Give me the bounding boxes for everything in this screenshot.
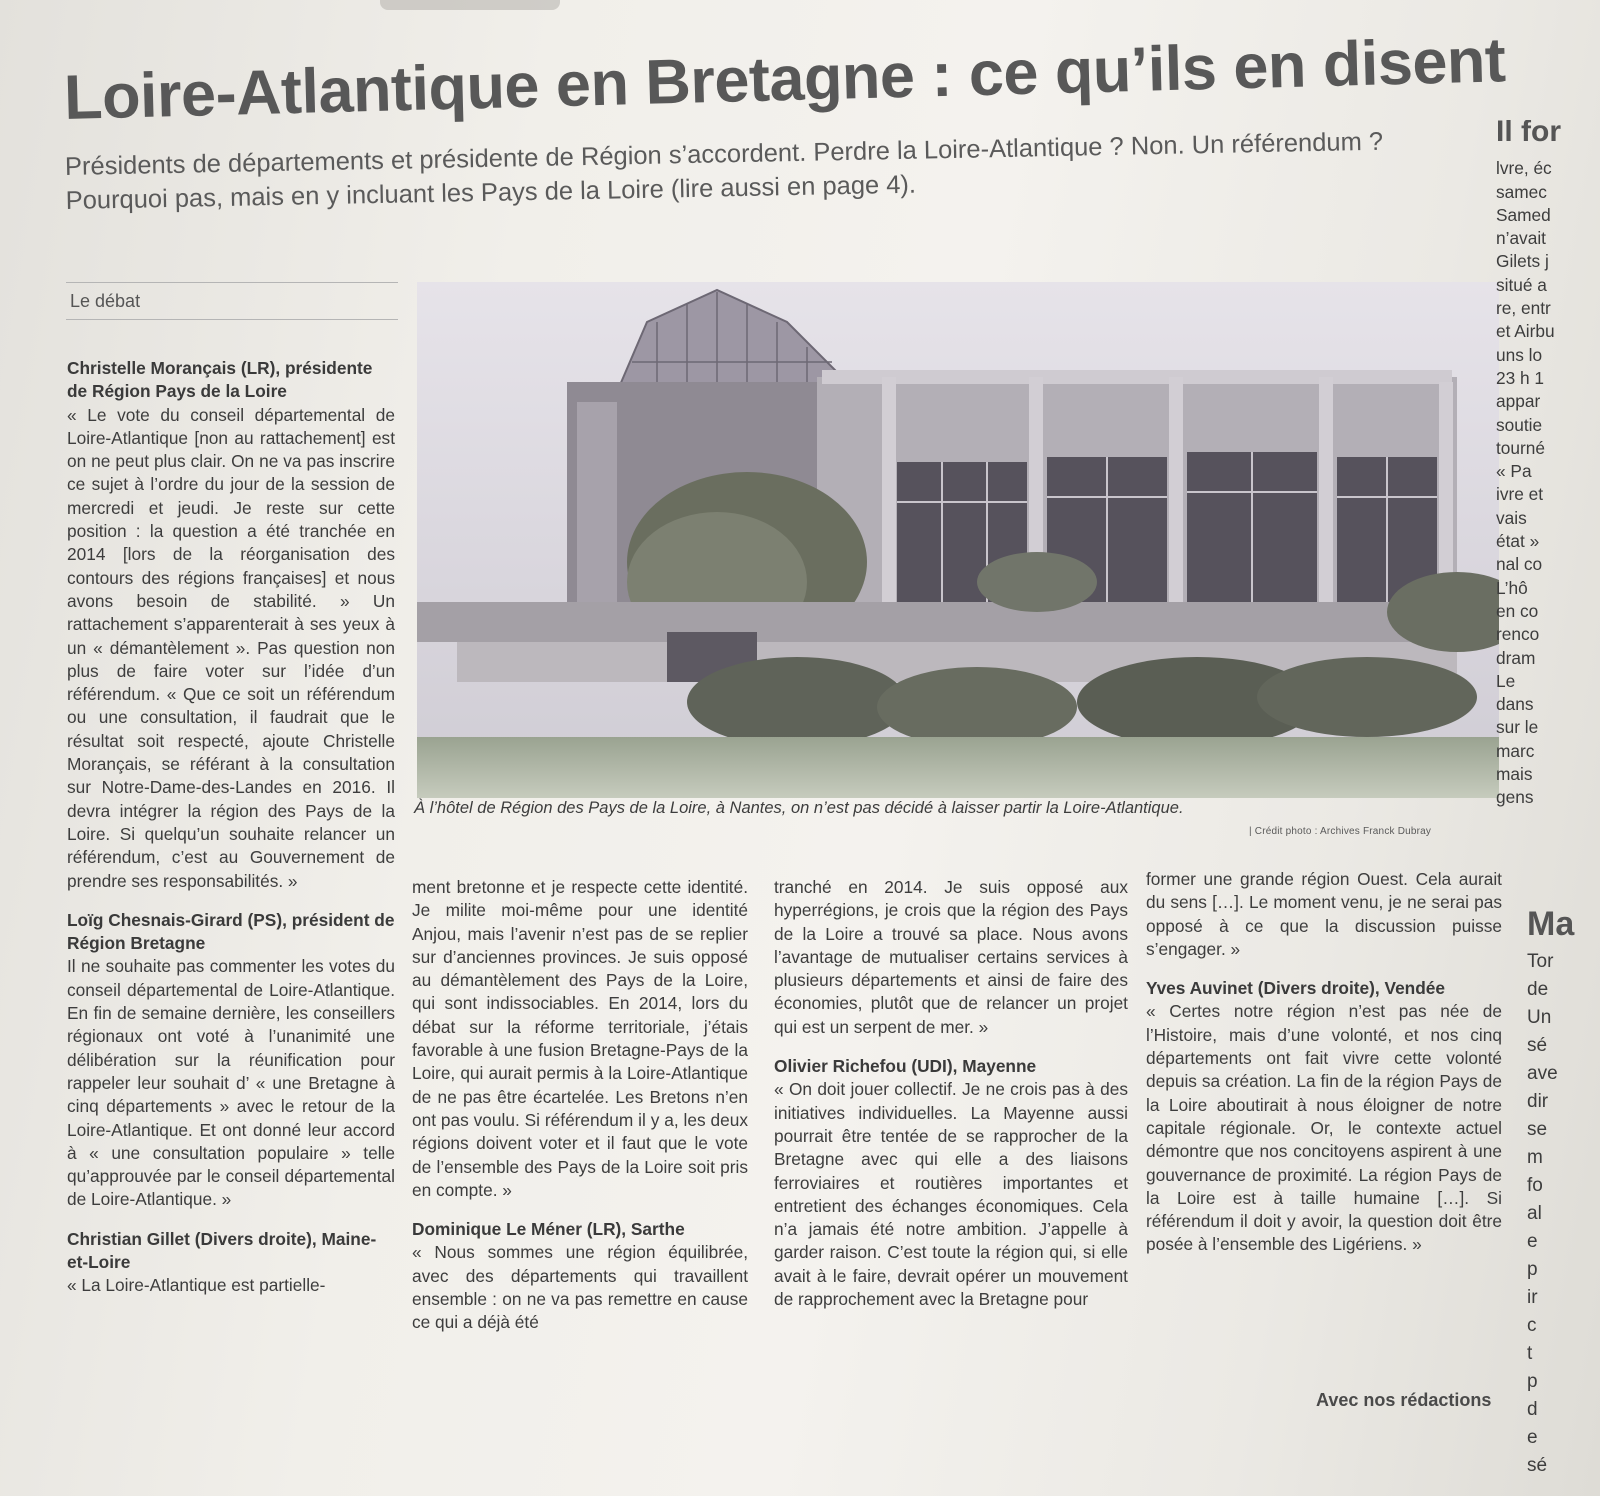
column-1 (67, 357, 395, 1298)
adjacent-article-line: ave (1527, 1063, 1558, 1084)
adjacent-article-line: situé a (1496, 274, 1547, 295)
article-photo (417, 282, 1499, 798)
article-signoff: Avec nos rédactions (1316, 1390, 1492, 1410)
adjacent-article-line: e (1527, 1231, 1538, 1252)
adjacent-article-2-text (1527, 948, 1600, 1480)
adjacent-article-line: fo (1527, 1175, 1543, 1196)
adjacent-article-line: m (1527, 1147, 1543, 1168)
speaker-name: Christian Gillet (Divers droite), Maine-et-Loire (67, 1228, 377, 1272)
adjacent-article-line: renco (1496, 624, 1540, 645)
adjacent-article-line: tourné (1496, 437, 1546, 458)
adjacent-article-line: gens (1496, 787, 1534, 808)
speaker-name: Olivier Richefou (UDI), Mayenne (774, 1056, 1037, 1077)
adjacent-article-2 (1527, 910, 1600, 1480)
adjacent-article-line: p (1527, 1371, 1538, 1392)
adjacent-article-line: « Pa (1496, 461, 1532, 482)
adjacent-article-line: c (1527, 1315, 1537, 1336)
adjacent-article-line: ivre et (1496, 484, 1544, 505)
speaker-quote: « On doit jouer collectif. Je ne crois pas à des initiatives individuelles. La Mayenne aussi pourrait être tentée de se rapprocher de la Bretagne avec qui elle a des liaisons ferroviaires et routières importantes et entretient des échanges économiques. Cela n’a jamais été notre ambition. J’appelle à garder raison. C’est toute la région qui, si elle avait à le faire, devrait opérer un mouvement de rapprochement avec la Bretagne pour (774, 1079, 1128, 1310)
adjacent-article-line: sé (1527, 1035, 1548, 1056)
speaker-name: Dominique Le Méner (LR), Sarthe (412, 1219, 685, 1240)
adjacent-article-line: ir (1527, 1287, 1538, 1308)
adjacent-article-line: d (1527, 1399, 1538, 1420)
column-4 (1146, 868, 1502, 1257)
adjacent-article-title: Il for (1496, 120, 1561, 148)
adjacent-article-line: état » (1496, 531, 1540, 552)
adjacent-article-line: 23 h 1 (1496, 367, 1545, 388)
adjacent-article-line: al (1527, 1203, 1542, 1224)
adjacent-article-line: dir (1527, 1091, 1549, 1112)
adjacent-article-line: de (1527, 979, 1549, 1000)
speaker-quote: « Certes notre région n’est pas née de l’Histoire, mais d’une volonté, et nos cinq départements ont fait vivre cette volonté depuis sa création. La fin de la région Pays de la Loire aboutirait à nous éloigner de notre capitale régionale. Or, le contexte actuel démontre que nos concitoyens aspirent à une gouvernance de proximité. La région Pays de la Loire est à taille humaine […]. Si référendum il doit y avoir, la question doit être posée à l’ensemble des Ligériens. » (1146, 1001, 1502, 1255)
adjacent-article-line: L’hô (1496, 577, 1528, 598)
speaker-quote: « Nous sommes une région équilibrée, avec des départements qui travaillent ensemble : on ne va pas remettre en cause ce qui a déjà été (412, 1242, 748, 1333)
adjacent-article-text (1496, 157, 1600, 809)
adjacent-article-line: samec (1496, 181, 1547, 202)
adjacent-article-line: vais (1496, 507, 1527, 528)
adjacent-article-line: se (1527, 1119, 1548, 1140)
adjacent-article-2-title: Ma (1527, 910, 1575, 943)
photo-caption: À l’hôtel de Région des Pays de la Loire, à Nantes, on n’est pas décidé à laisser partir la Loire-Atlantique. (414, 799, 1184, 817)
speaker-name: Yves Auvinet (Divers droite), Vendée (1146, 978, 1446, 999)
article-subhead: Présidents de départements et présidente de Région s’accordent. Perdre la Loire-Atlantique ? Non. Un référendum ? Pourquoi pas, mais en y incluant les Pays de la Loire (lire aussi en page 4). (64, 127, 1384, 216)
speaker-name: Loïg Chesnais-Girard (PS), président de Région Bretagne (67, 909, 395, 954)
column-3 (774, 876, 1128, 1311)
adjacent-article-line: nal co (1496, 554, 1543, 575)
adjacent-article-line: Tor (1527, 951, 1554, 972)
adjacent-article-line: appar (1496, 391, 1541, 412)
adjacent-article-line: p (1527, 1259, 1538, 1280)
adjacent-article-line: et Airbu (1496, 321, 1555, 342)
adjacent-article-line: marc (1496, 740, 1535, 761)
page-header-strip (380, 0, 560, 10)
speaker-quote: former une grande région Ouest. Cela aurait du sens […]. Le moment venu, je ne serai pas opposé à ce que la discussion puisse s’engager. » (1146, 869, 1502, 959)
adjacent-article-line: en co (1496, 600, 1539, 621)
adjacent-article-line: mais (1496, 764, 1533, 785)
adjacent-article-line: n’avait (1496, 228, 1546, 249)
rubric-box (66, 282, 398, 320)
adjacent-article-line: uns lo (1496, 344, 1543, 365)
rubric-label: Le débat (70, 291, 141, 311)
adjacent-article-line: re, entr (1496, 298, 1551, 319)
adjacent-article-line: sur le (1496, 717, 1539, 738)
photo-credit: | Crédit photo : Archives Franck Dubray (1249, 826, 1432, 837)
adjacent-article-line: dans (1496, 694, 1534, 715)
speaker-quote: tranché en 2014. Je suis opposé aux hyperrégions, je crois que la région des Pays de la Loire a trouvé sa place. Nous avons l’avantage de mutualiser certains services à plusieurs départements et ainsi de faire des économies, plutôt que de relancer un projet qui est un serpent de mer. » (774, 877, 1128, 1037)
speaker-quote: ment bretonne et je respecte cette identité. Je milite moi-même pour une identité Anjou, mais l’avenir n’est pas de se replier sur d’anciennes provinces. Je suis opposé au démantèlement des Pays de la Loire, qui sont indissociables. En 2014, lors du débat sur la réforme territoriale, j’étais favorable à une fusion Bretagne-Pays de la Loire, qui aurait permis à la Loire-Atlantique de ne pas être écartelée. Les Bretons n’en ont pas voulu. Si référendum il y a, les deux régions doivent voter et il faut que le vote de l’ensemble des Pays de la Loire soit pris en compte. » (412, 877, 748, 1200)
adjacent-article-line: Samed (1496, 204, 1551, 225)
speaker-quote: Il ne souhaite pas commenter les votes du conseil départemental de Loire-Atlantique. En fin de semaine dernière, les conseillers régionaux ont voté à l’unanimité une délibération sur la réunification pour rappeler leur souhait d’ « une Bretagne à cinq départements » avec le retour de la Loire-Atlantique. Et ont donné leur accord à « une consultation populaire » telle qu’approuvée par le conseil départemental de Loire-Atlantique. » (67, 956, 395, 1210)
adjacent-article-line: sé (1527, 1455, 1548, 1476)
adjacent-article-line: Un (1527, 1007, 1552, 1028)
speaker-quote: « Le vote du conseil départemental de Loire-Atlantique [non au rattachement] est on ne peut plus clair. On ne va pas inscrire ce sujet à l’ordre du jour de la session de mercredi et jeudi. Je reste sur cette position : la question a été tranchée en 2014 [lors de la réorganisation des contours des régions françaises] et nous avons besoin de stabilité. » Un rattachement s’apparenterait à ses yeux à un « démantèlement ». Pas question non plus de faire voter sur l’idée d’un référendum. « Que ce soit un référendum ou une consultation, il faudrait que le résultat soit respecté, ajoute Christelle Morançais, se référant à la consultation sur Notre-Dame-des-Landes en 2016. Il devra intégrer la région des Pays de la Loire. Si quelqu’un souhaite relancer un référendum, c’est au Gouvernement de prendre ses responsabilités. » (67, 404, 395, 891)
adjacent-article-line: soutie (1496, 414, 1543, 435)
adjacent-article-line: Le (1496, 670, 1516, 691)
adjacent-article-line: t (1527, 1343, 1533, 1364)
speaker-name: Christelle Morançais (LR), présidente de Région Pays de la Loire (67, 358, 373, 402)
speaker-quote: « La Loire-Atlantique est partielle- (67, 1275, 326, 1296)
adjacent-article-line: lvre, éc (1496, 158, 1552, 179)
adjacent-article (1496, 120, 1600, 810)
adjacent-article-line: Gilets j (1496, 251, 1549, 272)
adjacent-article-line: dram (1496, 647, 1536, 668)
article-headline: Loire-Atlantique en Bretagne : ce qu’ils en disent (63, 25, 1507, 134)
building-photo-illustration (417, 282, 1499, 798)
column-2 (412, 876, 748, 1335)
adjacent-article-line: e (1527, 1427, 1538, 1448)
